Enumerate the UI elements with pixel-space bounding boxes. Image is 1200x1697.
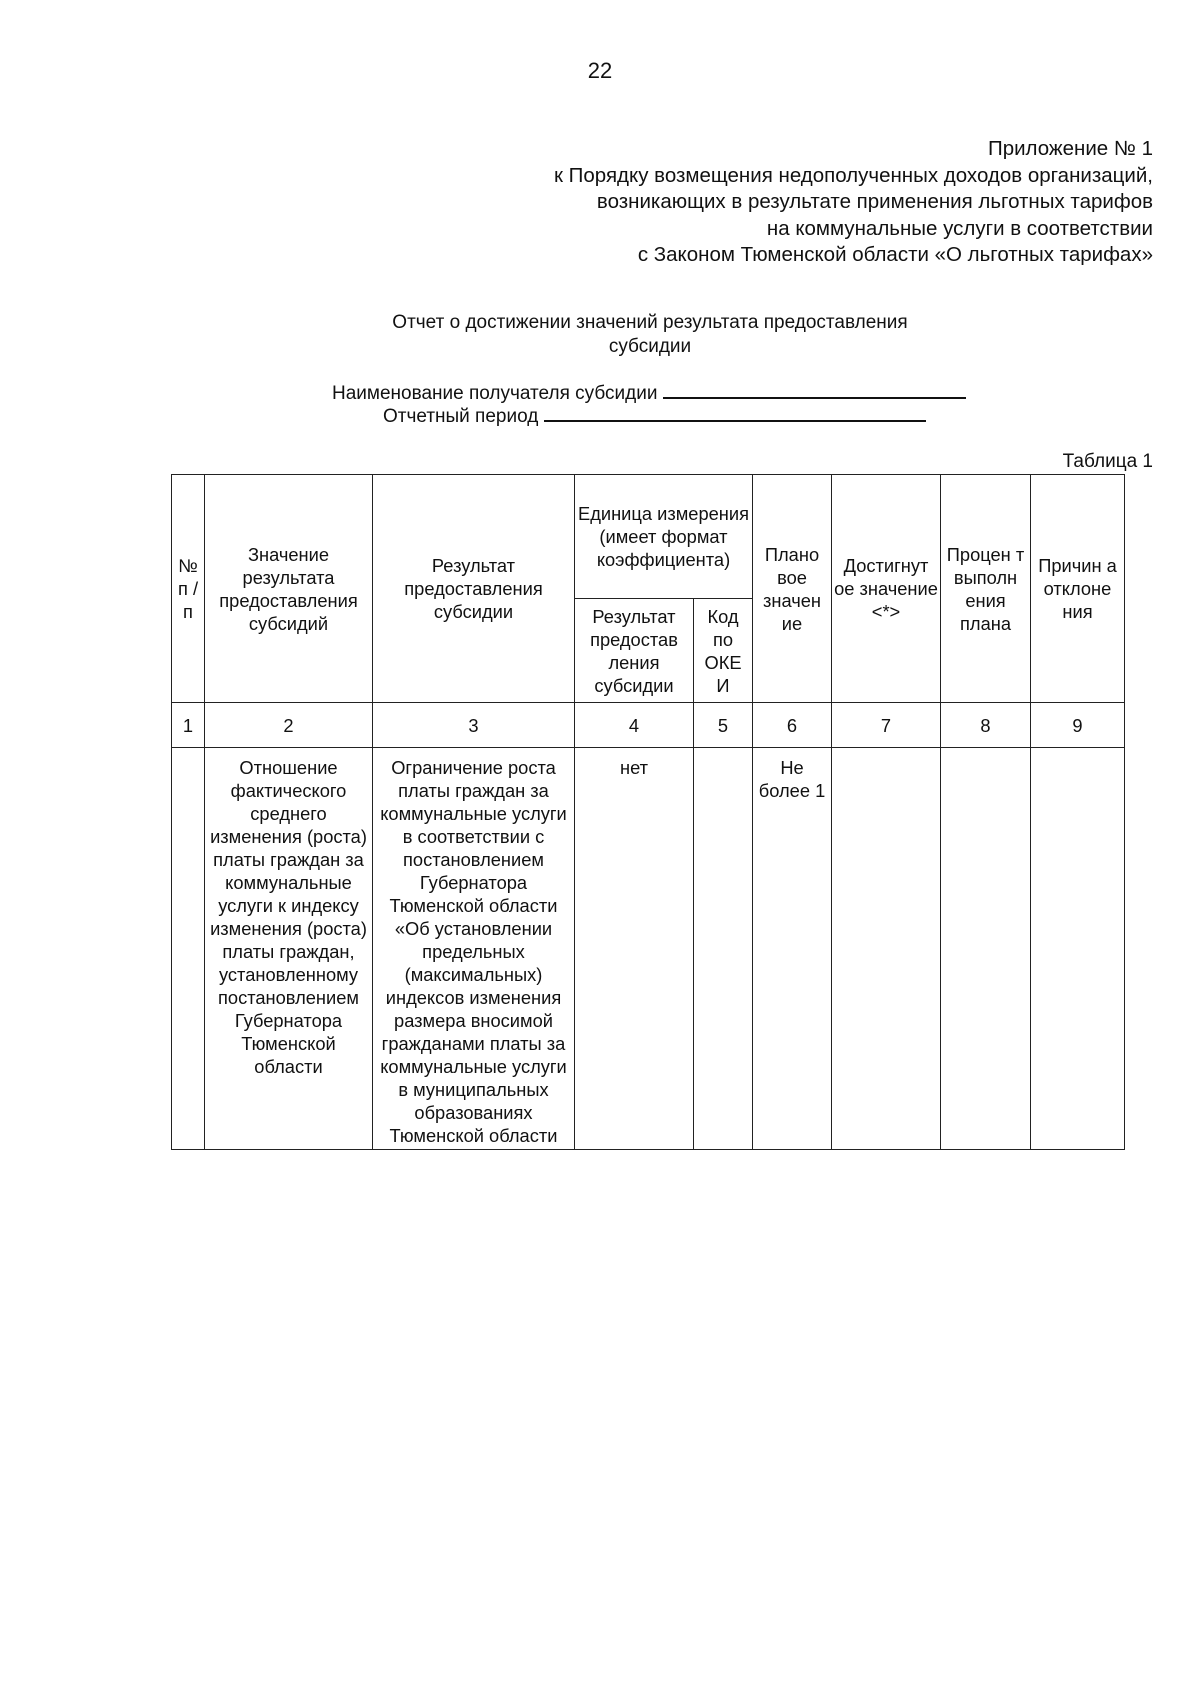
cell-indicator-value: Отношение фактического среднего изменения (роста) платы граждан за коммунальные услуги к индексу изменения (роста) платы граждан, установленному постановлением Губернатора Тюменской области [205,748,373,1150]
column-number: 7 [832,703,941,748]
report-table [171,474,1125,1150]
header-planned: Плано вое значен ие [753,475,832,703]
column-number: 4 [575,703,694,748]
header-reason: Причин а отклоне ния [1031,475,1125,703]
column-number: 6 [753,703,832,748]
table-row [172,748,1125,1150]
page-number: 22 [587,58,613,83]
column-number: 5 [694,703,753,748]
cell-reason [1031,748,1125,1150]
report-title-line: субсидии [608,336,692,357]
cell-achieved [832,748,941,1150]
recipient-field [332,383,966,405]
column-number-row [172,703,1125,748]
appendix-line: с Законом Тюменской области «О льготных тарифах» [637,243,1153,266]
recipient-label: Наименование получателя субсидии [332,383,658,404]
cell-num [172,748,205,1150]
column-number: 9 [1031,703,1125,748]
period-field [383,406,926,428]
column-number: 1 [172,703,205,748]
cell-percent [941,748,1031,1150]
column-number: 2 [205,703,373,748]
appendix-line: на коммунальные услуги в соответствии [766,216,1153,240]
header-unit-okei: Код по ОКЕ И [694,599,753,703]
report-title [160,311,1140,359]
header-num: № п /п [172,475,205,703]
appendix-line: к Порядку возмещения недополученных доходов организаций, [553,163,1153,187]
appendix-header [393,136,1153,269]
cell-result: Ограничение роста платы граждан за коммунальные услуги в соответствии с постановлением Губернатора Тюменской области «Об установлении предельных (максимальных) индексов изменения размера вносимой гражданами платы за коммунальные услуги в муниципальных образованиях Тюменской области [373,748,575,1150]
column-number: 8 [941,703,1031,748]
header-row [172,475,1125,599]
column-number: 3 [373,703,575,748]
header-unit-group: Единица измерения (имеет формат коэффициента) [575,475,753,599]
cell-planned: Не более 1 [753,748,832,1150]
header-percent: Процен т выполн ения плана [941,475,1031,703]
cell-unit-okei [694,748,753,1150]
table-caption: Таблица 1 [1062,451,1153,472]
appendix-line: Приложение № 1 [987,137,1153,160]
header-indicator-value: Значение результата предоставления субсидий [205,475,373,703]
header-unit-result: Результат предостав ления субсидии [575,599,694,703]
recipient-blank-line[interactable] [663,397,966,399]
period-blank-line[interactable] [544,420,926,422]
report-title-line: Отчет о достижении значений результата предоставления [392,312,908,333]
cell-unit-result: нет [575,748,694,1150]
header-achieved: Достигнут ое значение <*> [832,475,941,703]
header-result: Результат предоставления субсидии [373,475,575,703]
appendix-line: возникающих в результате применения льготных тарифов [596,190,1153,213]
period-label: Отчетный период [383,406,539,427]
